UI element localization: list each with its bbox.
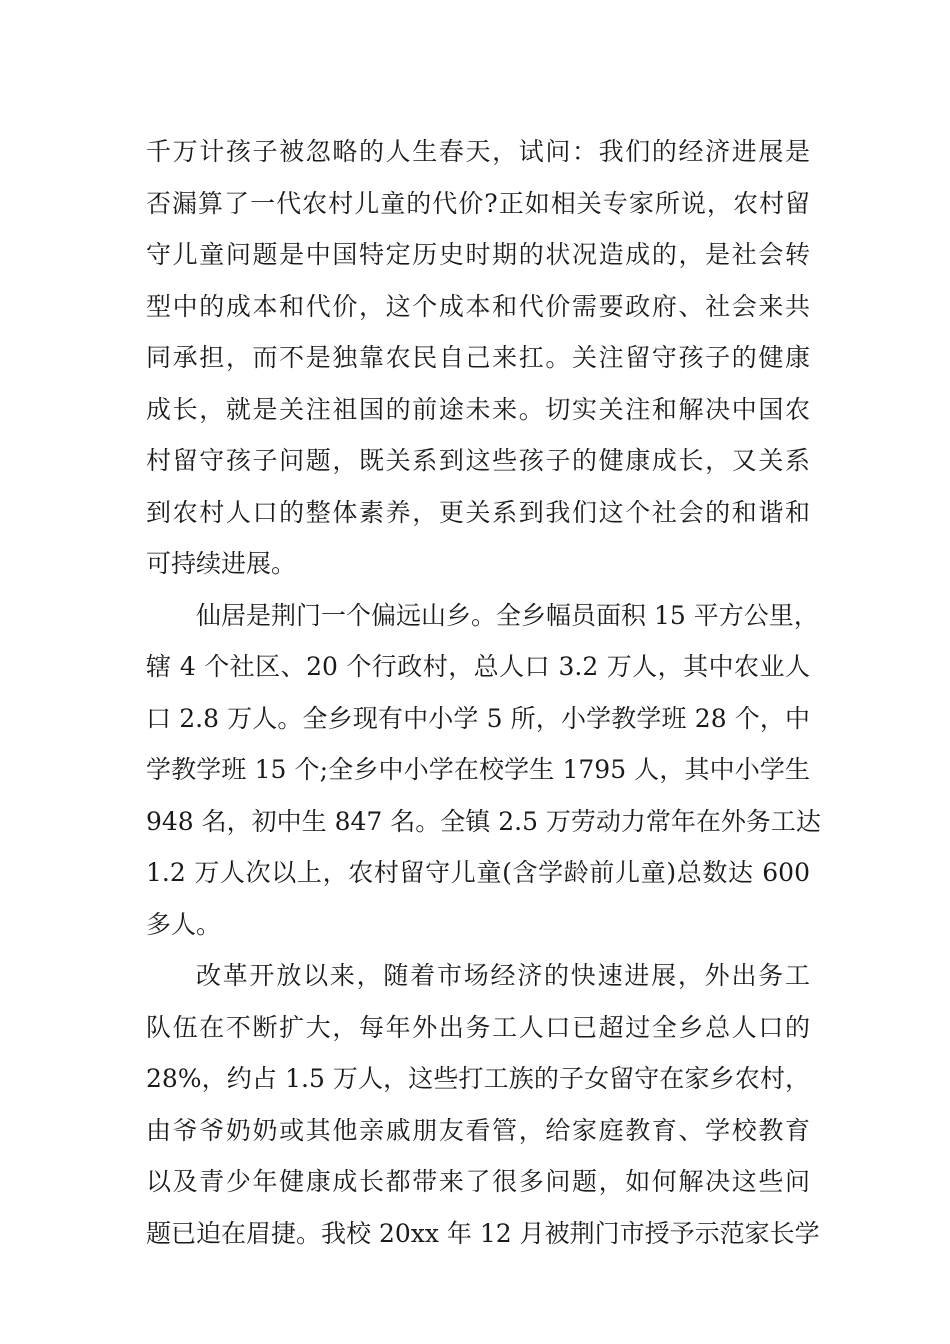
paragraph-2 [146,590,821,951]
text-line: 可持续进展。 [146,549,297,578]
text-line: 改革开放以来，随着市场经济的快速进展，外出务工 [196,961,810,990]
text-line: 守儿童问题是中国特定历史时期的状况造成的，是社会转 [146,240,810,269]
text-line: 村留守孩子问题，既关系到这些孩子的健康成长，又关系 [146,446,810,475]
text-line: 仙居是荆门一个偏远山乡。全乡幅员面积 15 平方公里， [196,600,819,630]
text-line: 由爷爷奶奶或其他亲戚朋友看管，给家庭教育、学校教育 [146,1115,810,1145]
text-line: 948 名，初中生 847 名。全镇 2.5 万劳动力常年在外务工达 [146,806,821,836]
text-line: 千万计孩子被忽略的人生春天，试问：我们的经济进展是 [146,137,810,166]
text-line: 口 2.8 万人。全乡现有中小学 5 所，小学教学班 28 个，中 [146,703,810,733]
paragraph-1 [146,126,810,590]
text-line: 否漏算了一代农村儿童的代价?正如相关专家所说，农村留 [146,188,810,218]
text-line: 多人。 [146,909,222,939]
document-body [146,126,821,1259]
text-line: 学教学班 15 个;全乡中小学在校学生 1795 人，其中小学生 [146,755,810,784]
text-line: 同承担，而不是独靠农民自己来扛。关注留守孩子的健康 [146,343,810,372]
text-line: 1.2 万人次以上，农村留守儿童(含学龄前儿童)总数达 600 [146,858,810,887]
text-line: 题已迫在眉捷。我校 20xx 年 12 月被荆门市授予示范家长学 [146,1218,820,1248]
paragraph-3 [146,950,820,1259]
text-line: 队伍在不断扩大，每年外出务工人口已超过全乡总人口的 [146,1012,810,1042]
text-line: 辖 4 个社区、20 个行政村，总人口 3.2 万人，其中农业人 [146,652,810,681]
text-line: 成长，就是关注祖国的前途未来。切实关注和解决中国农 [146,394,810,424]
text-line: 以及青少年健康成长都带来了很多问题，如何解决这些问 [146,1167,810,1196]
text-line: 型中的成本和代价，这个成本和代价需要政府、社会来共 [146,291,810,321]
text-line: 到农村人口的整体素养，更关系到我们这个社会的和谐和 [146,497,810,527]
text-line: 28%，约占 1.5 万人，这些打工族的子女留守在家乡农村， [146,1064,810,1093]
